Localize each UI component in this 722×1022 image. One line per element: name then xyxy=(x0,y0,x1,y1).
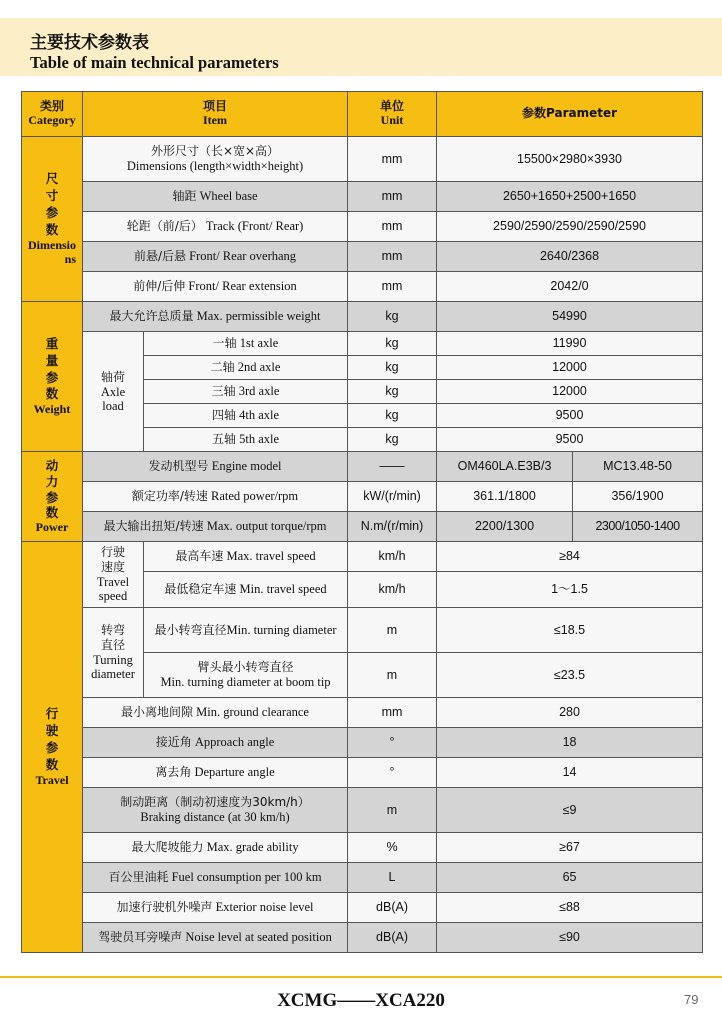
unit-cell: km/h xyxy=(348,572,437,608)
item-cell: 轴距 Wheel base xyxy=(83,182,348,212)
item-cell: 五轴 5th axle xyxy=(144,428,348,452)
unit-cell: % xyxy=(348,833,437,863)
table-row xyxy=(22,212,703,242)
table-row xyxy=(22,728,703,758)
value-cell: 2042/0 xyxy=(437,272,703,302)
unit-cell: mm xyxy=(348,272,437,302)
unit-cell: dB(A) xyxy=(348,923,437,953)
table-row xyxy=(22,272,703,302)
item-cell: 最高车速 Max. travel speed xyxy=(144,542,348,572)
value-cell: 2640/2368 xyxy=(437,242,703,272)
unit-cell: km/h xyxy=(348,542,437,572)
value-cell: 361.1/1800 xyxy=(437,482,573,512)
footer-brand: XCMG——XCA220 xyxy=(277,990,445,1011)
item-cell: 最低稳定车速 Min. travel speed xyxy=(144,572,348,608)
table-row xyxy=(22,608,703,653)
unit-cell: mm xyxy=(348,242,437,272)
footer-divider xyxy=(0,976,722,978)
unit-cell: —— xyxy=(348,452,437,482)
unit-cell: ° xyxy=(348,728,437,758)
value-cell: 65 xyxy=(437,863,703,893)
table-row xyxy=(22,452,703,482)
category-header: 类别 Category xyxy=(22,92,83,137)
value-cell: ≤88 xyxy=(437,893,703,923)
value-cell: ≤18.5 xyxy=(437,608,703,653)
item-cell: 前伸/后伸 Front/ Rear extension xyxy=(83,272,348,302)
value-cell: 14 xyxy=(437,758,703,788)
unit-cell: kg xyxy=(348,380,437,404)
item-cell: 额定功率/转速 Rated power/rpm xyxy=(83,482,348,512)
unit-cell: mm xyxy=(348,212,437,242)
value-cell: 1～1.5 xyxy=(437,572,703,608)
item-cell: 百公里油耗 Fuel consumption per 100 km xyxy=(83,863,348,893)
table-header-row xyxy=(22,92,703,137)
table-row xyxy=(22,893,703,923)
value-cell: 9500 xyxy=(437,404,703,428)
item-cell: 接近角 Approach angle xyxy=(83,728,348,758)
value-cell: 12000 xyxy=(437,356,703,380)
page-number: 79 xyxy=(684,992,699,1007)
item-cell: 三轴 3rd axle xyxy=(144,380,348,404)
page-title-cn: 主要技术参数表 xyxy=(30,33,149,53)
table-row xyxy=(22,863,703,893)
value-cell: ≤90 xyxy=(437,923,703,953)
value-cell: ≤9 xyxy=(437,788,703,833)
table-row xyxy=(22,482,703,512)
table-row xyxy=(22,788,703,833)
item-cell: 前悬/后悬 Front/ Rear overhang xyxy=(83,242,348,272)
item-cell: 发动机型号 Engine model xyxy=(83,452,348,482)
item-cell: 最小转弯直径Min. turning diameter xyxy=(144,608,348,653)
table-row xyxy=(22,923,703,953)
unit-cell: kg xyxy=(348,332,437,356)
value-cell: 356/1900 xyxy=(573,482,703,512)
unit-cell: m xyxy=(348,608,437,653)
item-header: 项目 Item xyxy=(83,92,348,137)
item-cell: 制动距离（制动初速度为30km/h） Braking distance (at 30 km/h) xyxy=(83,788,348,833)
unit-cell: N.m/(r/min) xyxy=(348,512,437,542)
value-cell: 12000 xyxy=(437,380,703,404)
unit-cell: mm xyxy=(348,182,437,212)
value-cell: ≥67 xyxy=(437,833,703,863)
table-row xyxy=(22,332,703,356)
item-cell: 外形尺寸（长×宽×高） Dimensions (length×width×height) xyxy=(83,137,348,182)
value-cell: 2650+1650+2500+1650 xyxy=(437,182,703,212)
table-row xyxy=(22,512,703,542)
unit-cell: mm xyxy=(348,698,437,728)
value-cell: 15500×2980×3930 xyxy=(437,137,703,182)
item-cell: 四轴 4th axle xyxy=(144,404,348,428)
item-cell: 二轴 2nd axle xyxy=(144,356,348,380)
item-cell: 最大爬坡能力 Max. grade ability xyxy=(83,833,348,863)
value-cell: 54990 xyxy=(437,302,703,332)
category-dimensions: 尺 寸 参 数 Dimensio ns xyxy=(22,137,83,302)
parameter-header: 参数Parameter xyxy=(437,92,703,137)
unit-cell: m xyxy=(348,788,437,833)
unit-cell: kg xyxy=(348,302,437,332)
table-row xyxy=(22,302,703,332)
value-cell: 9500 xyxy=(437,428,703,452)
category-power: 动 力 参 数 Power xyxy=(22,452,83,542)
axle-load-cell: 轴荷 Axle load xyxy=(83,332,144,452)
table-row xyxy=(22,182,703,212)
table-row xyxy=(22,542,703,572)
value-cell: 11990 xyxy=(437,332,703,356)
travel-speed-cell: 行驶 速度 Travel speed xyxy=(83,542,144,608)
value-cell: 18 xyxy=(437,728,703,758)
page-title-en: Table of main technical parameters xyxy=(30,53,279,72)
category-weight: 重 量 参 数 Weight xyxy=(22,302,83,452)
item-cell: 一轴 1st axle xyxy=(144,332,348,356)
item-cell: 驾驶员耳旁噪声 Noise level at seated position xyxy=(83,923,348,953)
value-cell: OM460LA.E3B/3 xyxy=(437,452,573,482)
category-travel: 行 驶 参 数 Travel xyxy=(22,542,83,953)
item-cell: 轮距（前/后） Track (Front/ Rear) xyxy=(83,212,348,242)
table-row xyxy=(22,698,703,728)
value-cell: 280 xyxy=(437,698,703,728)
item-cell: 最大允许总质量 Max. permissible weight xyxy=(83,302,348,332)
table-row xyxy=(22,242,703,272)
unit-header: 单位 Unit xyxy=(348,92,437,137)
parameters-table xyxy=(21,91,703,953)
item-cell: 离去角 Departure angle xyxy=(83,758,348,788)
table-row xyxy=(22,758,703,788)
unit-cell: kg xyxy=(348,356,437,380)
value-cell: MC13.48-50 xyxy=(573,452,703,482)
unit-cell: kg xyxy=(348,428,437,452)
item-cell: 最小离地间隙 Min. ground clearance xyxy=(83,698,348,728)
item-cell: 加速行驶机外噪声 Exterior noise level xyxy=(83,893,348,923)
unit-cell: mm xyxy=(348,137,437,182)
turning-diameter-cell: 转弯 直径 Turning diameter xyxy=(83,608,144,698)
table-row xyxy=(22,833,703,863)
unit-cell: kg xyxy=(348,404,437,428)
unit-cell: m xyxy=(348,653,437,698)
unit-cell: kW/(r/min) xyxy=(348,482,437,512)
value-cell: 2200/1300 xyxy=(437,512,573,542)
item-cell: 臂头最小转弯直径 Min. turning diameter at boom tip xyxy=(144,653,348,698)
unit-cell: dB(A) xyxy=(348,893,437,923)
item-cell: 最大输出扭矩/转速 Max. output torque/rpm xyxy=(83,512,348,542)
unit-cell: L xyxy=(348,863,437,893)
unit-cell: ° xyxy=(348,758,437,788)
value-cell: 2300/1050-1400 xyxy=(573,512,703,542)
value-cell: ≤23.5 xyxy=(437,653,703,698)
table-row xyxy=(22,137,703,182)
value-cell: ≥84 xyxy=(437,542,703,572)
value-cell: 2590/2590/2590/2590/2590 xyxy=(437,212,703,242)
